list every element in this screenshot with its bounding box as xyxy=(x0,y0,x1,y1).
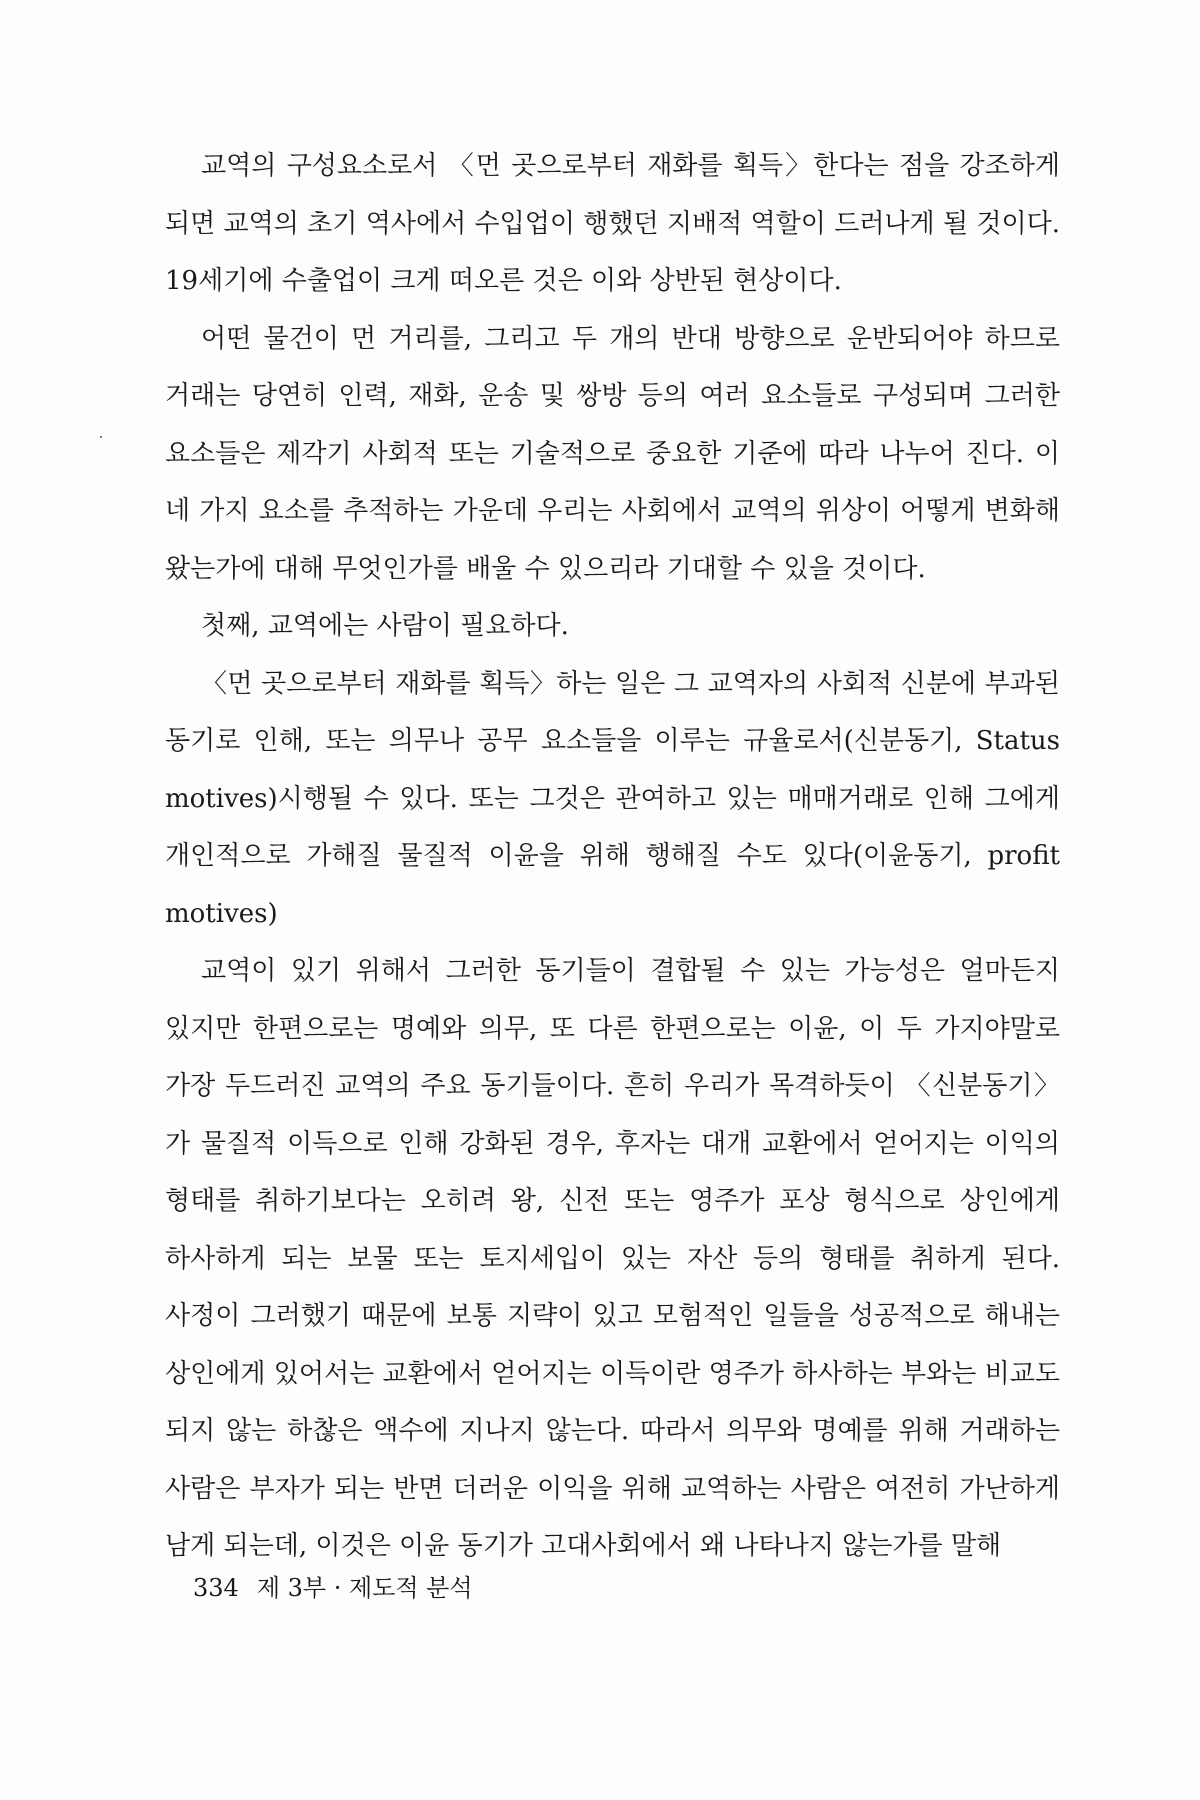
section-label: 제 3부 · 제도적 분석 xyxy=(256,1574,473,1602)
paragraph-people-needed: 첫째, 교역에는 사람이 필요하다. xyxy=(201,611,569,641)
paragraph-motives: 〈먼 곳으로부터 재화를 획득〉하는 일은 그 교역자의 사회적 신분에 부과된 동기로 인해, 또는 의무나 공무 요소들을 이루는 규율로서(신분동기, Status motives)시행될 수 있다. 또는 그것은 관여하고 있는 매매거래로 인해 그에게 개인적으로 가해질 물질적 이윤을 위해 행해질 수도 있다(이윤동기, profit motives) xyxy=(165,668,1060,929)
paragraph-import-trade: 교역의 구성요소로서 〈먼 곳으로부터 재화를 획득〉한다는 점을 강조하게 되면 교역의 초기 역사에서 수입업이 행했던 지배적 역할이 드러나게 될 것이다. 19세기에 수출업이 크게 떠오른 것은 이와 상반된 현상이다. xyxy=(165,151,1060,296)
print-speck xyxy=(100,436,102,438)
body-text xyxy=(165,138,1060,1576)
page-footer xyxy=(193,1568,473,1603)
paragraph-honor-and-profit: 교역이 있기 위해서 그러한 동기들이 결합될 수 있는 가능성은 얼마든지 있지만 한편으로는 명예와 의무, 또 다른 한편으로는 이윤, 이 두 가지야말로 가장 두드러진 교역의 주요 동기들이다. 흔히 우리가 목격하듯이 〈신분동기〉가 물질적 이득으로 인해 강화된 경우, 후자는 대개 교환에서 얻어지는 이익의 형태를 취하기보다는 오히려 왕, 신전 또는 영주가 포상 형식으로 상인에게 하사하게 되는 보물 또는 토지세입이 있는 자산 등의 형태를 취하게 된다. 사정이 그러했기 때문에 보통 지략이 있고 모험적인 일들을 성공적으로 해내는 상인에게 있어서는 교환에서 얻어지는 이득이란 영주가 하사하는 부와는 비교도 되지 않는 하찮은 액수에 지나지 않는다. 따라서 의무와 명예를 위해 거래하는 사람은 부자가 되는 반면 더러운 이익을 위해 교역하는 사람은 여전히 가난하게 남게 되는데, 이것은 이윤 동기가 고대사회에서 왜 나타나지 않는가를 말해 xyxy=(165,956,1061,1561)
paragraph-trade-elements: 어떤 물건이 먼 거리를, 그리고 두 개의 반대 방향으로 운반되어야 하므로 거래는 당연히 인력, 재화, 운송 및 쌍방 등의 여러 요소들로 구성되며 그러한 요소들은 제각기 사회적 또는 기술적으로 중요한 기준에 따라 나누어 진다. 이 네 가지 요소를 추적하는 가운데 우리는 사회에서 교역의 위상이 어떻게 변화해 왔는가에 대해 무엇인가를 배울 수 있으리라 기대할 수 있을 것이다. xyxy=(165,323,1061,584)
page-number: 334 xyxy=(193,1574,239,1602)
